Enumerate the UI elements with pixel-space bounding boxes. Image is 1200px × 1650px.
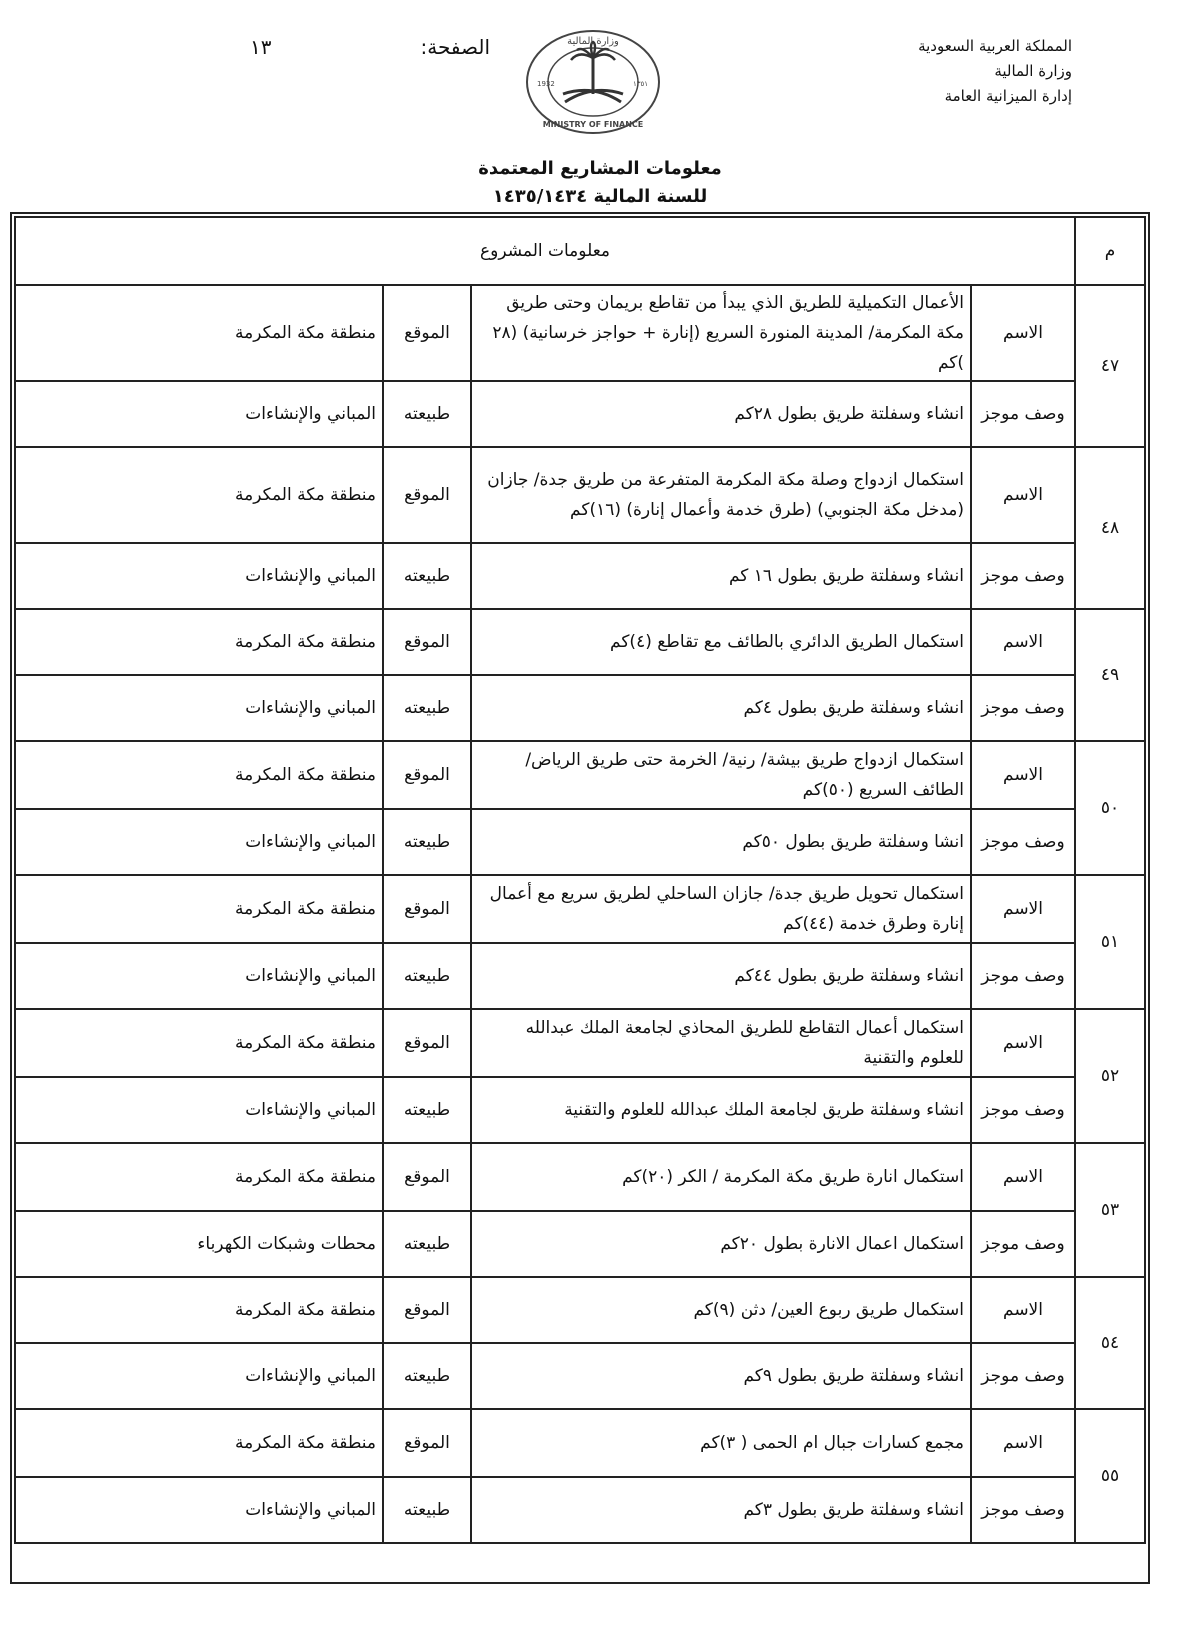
description-label: وصف موجز bbox=[971, 1077, 1075, 1143]
project-name: استكمال أعمال التقاطع للطريق المحاذي لجامعة الملك عبدالله للعلوم والتقنية bbox=[471, 1009, 971, 1077]
project-description: انشا وسفلتة طريق بطول ٥٠كم bbox=[471, 809, 971, 875]
project-nature: المباني والإنشاءات bbox=[15, 809, 383, 875]
project-description-row bbox=[15, 543, 1145, 609]
name-label: الاسم bbox=[971, 285, 1075, 381]
project-number: ٥٣ bbox=[1075, 1143, 1145, 1277]
project-row bbox=[15, 447, 1145, 543]
nature-label: طبيعته bbox=[383, 809, 471, 875]
project-number: ٥١ bbox=[1075, 875, 1145, 1009]
location-label: الموقع bbox=[383, 1277, 471, 1343]
nature-label: طبيعته bbox=[383, 1211, 471, 1277]
project-description-row bbox=[15, 809, 1145, 875]
project-location: منطقة مكة المكرمة bbox=[15, 1409, 383, 1477]
location-label: الموقع bbox=[383, 1009, 471, 1077]
project-row bbox=[15, 1409, 1145, 1477]
name-label: الاسم bbox=[971, 447, 1075, 543]
document-subtitle: للسنة المالية ١٤٣٥/١٤٣٤ bbox=[492, 186, 708, 207]
project-number: ٥٥ bbox=[1075, 1409, 1145, 1543]
issuer-block bbox=[812, 34, 1072, 109]
name-label: الاسم bbox=[971, 1009, 1075, 1077]
description-label: وصف موجز bbox=[971, 543, 1075, 609]
project-description: انشاء وسفلتة طريق لجامعة الملك عبدالله للعلوم والتقنية bbox=[471, 1077, 971, 1143]
project-description-row bbox=[15, 943, 1145, 1009]
ministry-seal-logo bbox=[523, 28, 663, 136]
project-row bbox=[15, 1009, 1145, 1077]
nature-label: طبيعته bbox=[383, 1077, 471, 1143]
location-label: الموقع bbox=[383, 1143, 471, 1211]
project-description: استكمال اعمال الانارة بطول ٢٠كم bbox=[471, 1211, 971, 1277]
nature-label: طبيعته bbox=[383, 1477, 471, 1543]
nature-label: طبيعته bbox=[383, 1343, 471, 1409]
header-project-info: معلومات المشروع bbox=[15, 217, 1075, 285]
project-location: منطقة مكة المكرمة bbox=[15, 875, 383, 943]
location-label: الموقع bbox=[383, 1409, 471, 1477]
project-number: ٤٧ bbox=[1075, 285, 1145, 447]
project-description: انشاء وسفلتة طريق بطول ٩كم bbox=[471, 1343, 971, 1409]
table-header-row bbox=[15, 217, 1145, 285]
project-nature: المباني والإنشاءات bbox=[15, 675, 383, 741]
name-label: الاسم bbox=[971, 1143, 1075, 1211]
kingdom-name: المملكة العربية السعودية bbox=[918, 37, 1072, 55]
project-number: ٥٠ bbox=[1075, 741, 1145, 875]
page-label: الصفحة: bbox=[420, 35, 490, 59]
name-label: الاسم bbox=[971, 1277, 1075, 1343]
project-row bbox=[15, 609, 1145, 675]
document-title: معلومات المشاريع المعتمدة bbox=[478, 158, 722, 179]
project-row bbox=[15, 1143, 1145, 1211]
nature-label: طبيعته bbox=[383, 381, 471, 447]
project-nature: محطات وشبكات الكهرباء bbox=[15, 1211, 383, 1277]
ministry-name: وزارة المالية bbox=[994, 62, 1072, 80]
description-label: وصف موجز bbox=[971, 809, 1075, 875]
project-location: منطقة مكة المكرمة bbox=[15, 447, 383, 543]
project-row bbox=[15, 741, 1145, 809]
project-description-row bbox=[15, 381, 1145, 447]
description-label: وصف موجز bbox=[971, 381, 1075, 447]
project-nature: المباني والإنشاءات bbox=[15, 543, 383, 609]
header-num: م bbox=[1075, 217, 1145, 285]
name-label: الاسم bbox=[971, 1409, 1075, 1477]
project-description-row bbox=[15, 1211, 1145, 1277]
projects-table bbox=[14, 216, 1146, 1544]
project-row bbox=[15, 285, 1145, 381]
project-row bbox=[15, 1277, 1145, 1343]
description-label: وصف موجز bbox=[971, 1211, 1075, 1277]
project-location: منطقة مكة المكرمة bbox=[15, 609, 383, 675]
project-location: منطقة مكة المكرمة bbox=[15, 741, 383, 809]
location-label: الموقع bbox=[383, 875, 471, 943]
project-nature: المباني والإنشاءات bbox=[15, 381, 383, 447]
seal-arabic-text: وزارة المالية bbox=[567, 36, 619, 47]
project-description-row bbox=[15, 675, 1145, 741]
department-name: إدارة الميزانية العامة bbox=[944, 87, 1072, 105]
project-name: استكمال انارة طريق مكة المكرمة / الكر (٢٠)كم bbox=[471, 1143, 971, 1211]
project-location: منطقة مكة المكرمة bbox=[15, 285, 383, 381]
seal-year-gregorian: 1932 bbox=[537, 80, 555, 88]
project-description: انشاء وسفلتة طريق بطول ٤كم bbox=[471, 675, 971, 741]
description-label: وصف موجز bbox=[971, 943, 1075, 1009]
name-label: الاسم bbox=[971, 741, 1075, 809]
description-label: وصف موجز bbox=[971, 1477, 1075, 1543]
project-number: ٤٩ bbox=[1075, 609, 1145, 741]
project-description: انشاء وسفلتة طريق بطول ٤٤كم bbox=[471, 943, 971, 1009]
project-location: منطقة مكة المكرمة bbox=[15, 1277, 383, 1343]
name-label: الاسم bbox=[971, 609, 1075, 675]
description-label: وصف موجز bbox=[971, 675, 1075, 741]
nature-label: طبيعته bbox=[383, 943, 471, 1009]
project-description-row bbox=[15, 1077, 1145, 1143]
project-location: منطقة مكة المكرمة bbox=[15, 1143, 383, 1211]
project-name: استكمال طريق ربوع العين/ دثن (٩)كم bbox=[471, 1277, 971, 1343]
project-nature: المباني والإنشاءات bbox=[15, 1477, 383, 1543]
project-location: منطقة مكة المكرمة bbox=[15, 1009, 383, 1077]
nature-label: طبيعته bbox=[383, 675, 471, 741]
project-description-row bbox=[15, 1477, 1145, 1543]
project-name: استكمال ازدواج طريق بيشة/ رنية/ الخرمة حتى طريق الرياض/ الطائف السريع (٥٠)كم bbox=[471, 741, 971, 809]
name-label: الاسم bbox=[971, 875, 1075, 943]
nature-label: طبيعته bbox=[383, 543, 471, 609]
location-label: الموقع bbox=[383, 447, 471, 543]
location-label: الموقع bbox=[383, 609, 471, 675]
project-description: انشاء وسفلتة طريق بطول ٣كم bbox=[471, 1477, 971, 1543]
project-number: ٥٢ bbox=[1075, 1009, 1145, 1143]
seal-english-text: MINISTRY OF FINANCE bbox=[542, 120, 644, 129]
project-name: استكمال تحويل طريق جدة/ جازان الساحلي لطريق سريع مع أعمال إنارة وطرق خدمة (٤٤)كم bbox=[471, 875, 971, 943]
project-name: الأعمال التكميلية للطريق الذي يبدأ من تقاطع بريمان وحتى طريق مكة المكرمة/ المدينة المنورة السريع (إنارة + حواجز خرسانية) (٢٨ )كم bbox=[471, 285, 971, 381]
project-name: استكمال الطريق الدائري بالطائف مع تقاطع (٤)كم bbox=[471, 609, 971, 675]
project-row bbox=[15, 875, 1145, 943]
project-description-row bbox=[15, 1343, 1145, 1409]
page-number: ١٣ bbox=[250, 35, 272, 59]
location-label: الموقع bbox=[383, 741, 471, 809]
project-description: انشاء وسفلتة طريق بطول ٢٨كم bbox=[471, 381, 971, 447]
project-number: ٥٤ bbox=[1075, 1277, 1145, 1409]
project-nature: المباني والإنشاءات bbox=[15, 943, 383, 1009]
seal-year-hijri: ١٣٥١ bbox=[633, 80, 649, 88]
project-nature: المباني والإنشاءات bbox=[15, 1077, 383, 1143]
location-label: الموقع bbox=[383, 285, 471, 381]
description-label: وصف موجز bbox=[971, 1343, 1075, 1409]
project-number: ٤٨ bbox=[1075, 447, 1145, 609]
project-name: مجمع كسارات جبال ام الحمى ( ٣)كم bbox=[471, 1409, 971, 1477]
project-nature: المباني والإنشاءات bbox=[15, 1343, 383, 1409]
project-name: استكمال ازدواج وصلة مكة المكرمة المتفرعة من طريق جدة/ جازان (مدخل مكة الجنوبي) (طرق خدمة وأعمال إنارة) (١٦)كم bbox=[471, 447, 971, 543]
project-description: انشاء وسفلتة طريق بطول ١٦ كم bbox=[471, 543, 971, 609]
